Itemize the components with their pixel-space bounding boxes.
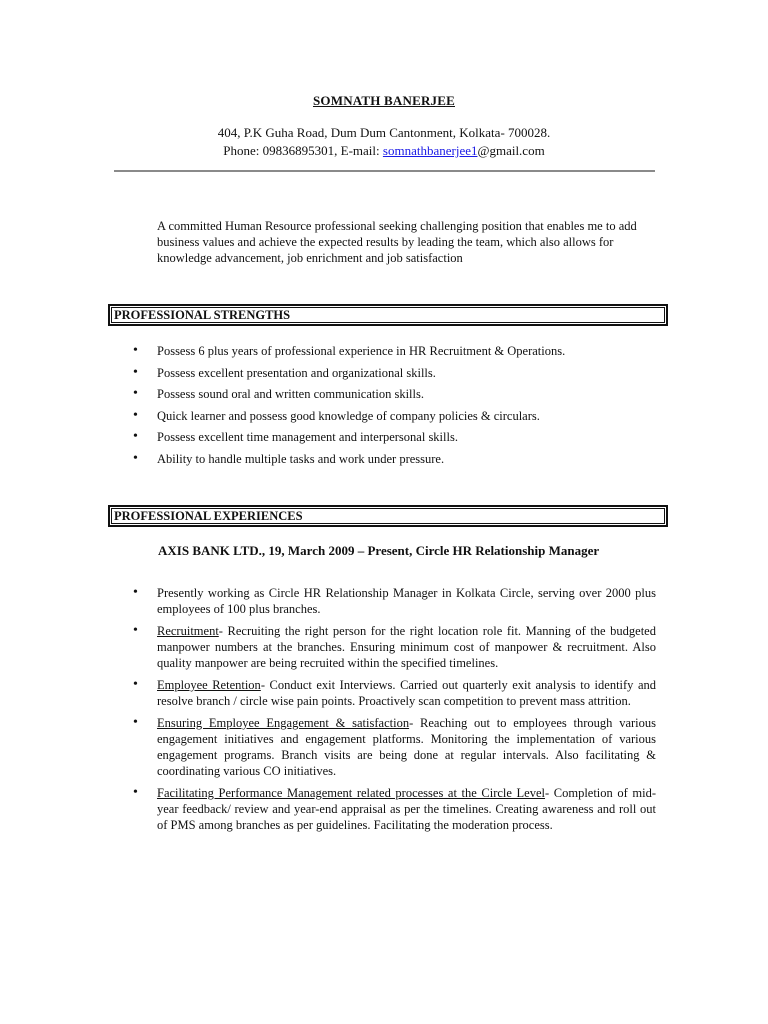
- item-text: - Completion of mid-year feedback/ review and year-end appraisal as per the timelines. Creating awareness and roll out of PMS among branches as per guidelines. Facilitating the moderation process.: [157, 786, 656, 832]
- phone-prefix: Phone: 09836895301, E-mail:: [223, 143, 383, 158]
- experience-list: [130, 585, 656, 839]
- item-text: Presently working as Circle HR Relationship Manager in Kolkata Circle, serving over 2000 plus employees of 100 plus branches.: [157, 586, 656, 616]
- address: 404, P.K Guha Road, Dum Dum Cantonment, Kolkata- 700028.: [217, 125, 551, 140]
- objective-paragraph: A committed Human Resource professional seeking challenging position that enables me to add business values and achieve the expected results by leading the team, which also allows for knowledge advancement, job enrichment and job satisfaction: [157, 219, 637, 265]
- email-link[interactable]: somnathbanerjee1: [382, 143, 478, 158]
- list-item: [130, 677, 656, 709]
- list-item: • Ability to handle multiple tasks and work under pressure.: [130, 451, 650, 473]
- item-lead: Employee Retention: [157, 678, 261, 692]
- list-item: [130, 785, 656, 833]
- item-text: - Recruiting the right person for the right location role fit. Manning of the budgeted manpower numbers at the branches. Ensuring minimum cost of manpower & recruitment. Also quality manpower are being recruited within the specified timelines.: [157, 624, 656, 670]
- item-text: - Reaching out to employees through various engagement initiatives and engagement platforms. Monitoring the implementation of various engagement programs. Branch visits are being done at regular intervals. Also facilitating & coordinating various CO initiatives.: [157, 716, 656, 778]
- item-text: - Conduct exit Interviews. Carried out quarterly exit analysis to identify and resolve branch / circle wise pain points. Proactively scan competition to prevent mass attrition.: [157, 678, 656, 708]
- list-item: • Possess excellent time management and interpersonal skills.: [130, 429, 650, 451]
- item-lead: Facilitating Performance Management related processes at the Circle Level: [157, 786, 545, 800]
- candidate-name: SOMNATH BANERJEE: [312, 93, 455, 108]
- job-title: AXIS BANK LTD., 19, March 2009 – Present, Circle HR Relationship Manager: [158, 543, 600, 558]
- list-item: [130, 623, 656, 671]
- header-divider: [114, 170, 655, 172]
- email-suffix: @gmail.com: [477, 143, 545, 158]
- item-lead: Ensuring Employee Engagement & satisfaction: [157, 716, 410, 730]
- strengths-list: [130, 343, 650, 472]
- list-item: • Possess excellent presentation and organizational skills.: [130, 365, 650, 387]
- item-lead: Recruitment: [157, 624, 219, 638]
- list-item: [130, 585, 656, 617]
- section-heading-strengths: PROFESSIONAL STRENGTHS: [108, 304, 668, 326]
- list-item: [130, 715, 656, 779]
- list-item: • Quick learner and possess good knowledge of company policies & circulars.: [130, 408, 650, 430]
- phone-email-line: [0, 143, 768, 159]
- section-heading-experiences: PROFESSIONAL EXPERIENCES: [108, 505, 668, 527]
- list-item: • Possess 6 plus years of professional experience in HR Recruitment & Operations.: [130, 343, 650, 365]
- list-item: • Possess sound oral and written communication skills.: [130, 386, 650, 408]
